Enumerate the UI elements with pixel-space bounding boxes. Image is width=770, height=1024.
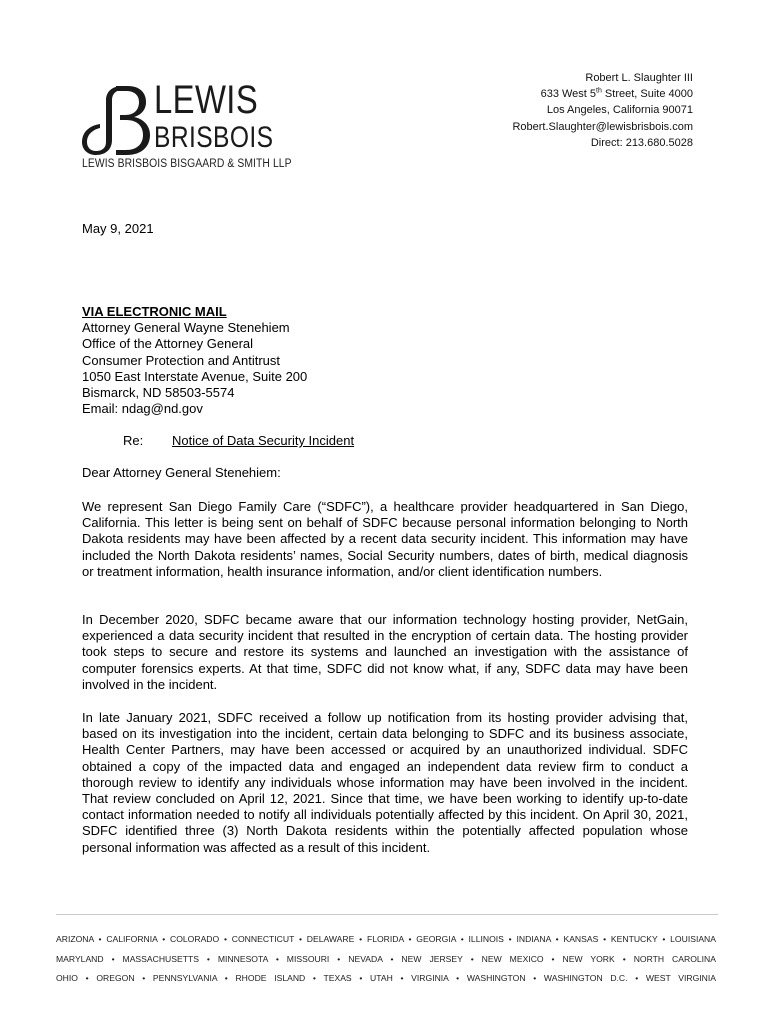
recipient-email[interactable]: Email: ndag@nd.gov bbox=[82, 401, 203, 417]
body-paragraph: In December 2020, SDFC became aware that our information technology hosting provider, NetGain, experienced a data security incident that resulted in the encryption of certain data. The hosting provider took steps to secure and restore its systems and launched an investigation with the assistance of computer forensics experts. At that time, SDFC did not know what, if any, SDFC data may have been involved in the incident. bbox=[82, 612, 688, 692]
recipient-line: 1050 East Interstate Avenue, Suite 200 bbox=[82, 368, 308, 384]
recipient-line: Office of the Attorney General bbox=[82, 336, 254, 352]
letter-date: May 9, 2021 bbox=[82, 221, 154, 236]
sender-block bbox=[512, 70, 693, 151]
footer-divider bbox=[56, 914, 718, 915]
sender-city: Los Angeles, California 90071 bbox=[546, 104, 693, 117]
subject-text: Notice of Data Security Incident bbox=[172, 433, 355, 448]
recipient-line: Consumer Protection and Antitrust bbox=[82, 352, 280, 368]
sender-email[interactable]: Robert.Slaughter@lewisbrisbois.com bbox=[512, 120, 693, 133]
footer-states-line: ARIZONA • CALIFORNIA • COLORADO • CONNECTICUT • DELAWARE • FLORIDA • GEORGIA • ILLINOIS • INDIANA • KANSAS • KENTUCKY • LOUISIANA bbox=[56, 934, 716, 944]
firm-name: LEWIS BRISBOIS BISGAARD & SMITH LLP bbox=[82, 158, 292, 170]
sender-direct-phone: Direct: 213.680.5028 bbox=[590, 136, 693, 149]
recipient-line: Bismarck, ND 58503-5574 bbox=[82, 385, 235, 401]
firm-logo bbox=[82, 80, 312, 176]
body-paragraph: In late January 2021, SDFC received a follow up notification from its hosting provider advising that, based on its investigation into the incident, certain data belonging to SDFC and its business associate, Health Center Partners, may have been accessed or acquired by an unauthorized individual. SDFC obtained a copy of the impacted data and engaged an independent data review firm to conduct a thorough review to identify any individuals whose information may have been involved in the incident. That review concluded on April 12, 2021. Since that time, we have been working to identify up-to-date contact information needed to notify all individuals potentially affected by this incident. On April 30, 2021, SDFC identified three (3) North Dakota residents within the potentially affected population whose personal information was affected as a result of this incident. bbox=[82, 710, 688, 855]
body-paragraph: We represent San Diego Family Care (“SDFC”), a healthcare provider headquartered in San Diego, California. This letter is being sent on behalf of SDFC because personal information belonging to North Dakota residents may have been affected by a recent data security incident. This information may have included the North Dakota residents’ names, Social Security numbers, dates of birth, medical diagnosis or treatment information, health insurance information, and/or client identification numbers. bbox=[82, 499, 688, 579]
footer-states-line: MARYLAND • MASSACHUSETTS • MINNESOTA • MISSOURI • NEVADA • NEW JERSEY • NEW MEXICO • NEW YORK • NORTH CAROLINA bbox=[56, 954, 716, 964]
subject-label: Re: bbox=[123, 433, 144, 448]
delivery-method: VIA ELECTRONIC MAIL bbox=[82, 304, 227, 319]
sender-address: 633 West 5th Street, Suite 4000 bbox=[540, 87, 693, 101]
logo-word-lewis: LEWIS bbox=[154, 78, 259, 122]
subject-line bbox=[123, 433, 354, 448]
logo-word-brisbois: BRISBOIS bbox=[154, 121, 274, 154]
recipient-line: Attorney General Wayne Stenehiem bbox=[82, 320, 290, 336]
recipient-block bbox=[82, 304, 307, 417]
lewis-brisbois-monogram-icon bbox=[82, 80, 154, 156]
salutation: Dear Attorney General Stenehiem: bbox=[82, 465, 281, 480]
footer-states-line: OHIO • OREGON • PENNSYLVANIA • RHODE ISLAND • TEXAS • UTAH • VIRGINIA • WASHINGTON • WASHINGTON D.C. • WEST VIRGINIA bbox=[56, 973, 716, 983]
sender-name: Robert L. Slaughter III bbox=[585, 72, 693, 84]
